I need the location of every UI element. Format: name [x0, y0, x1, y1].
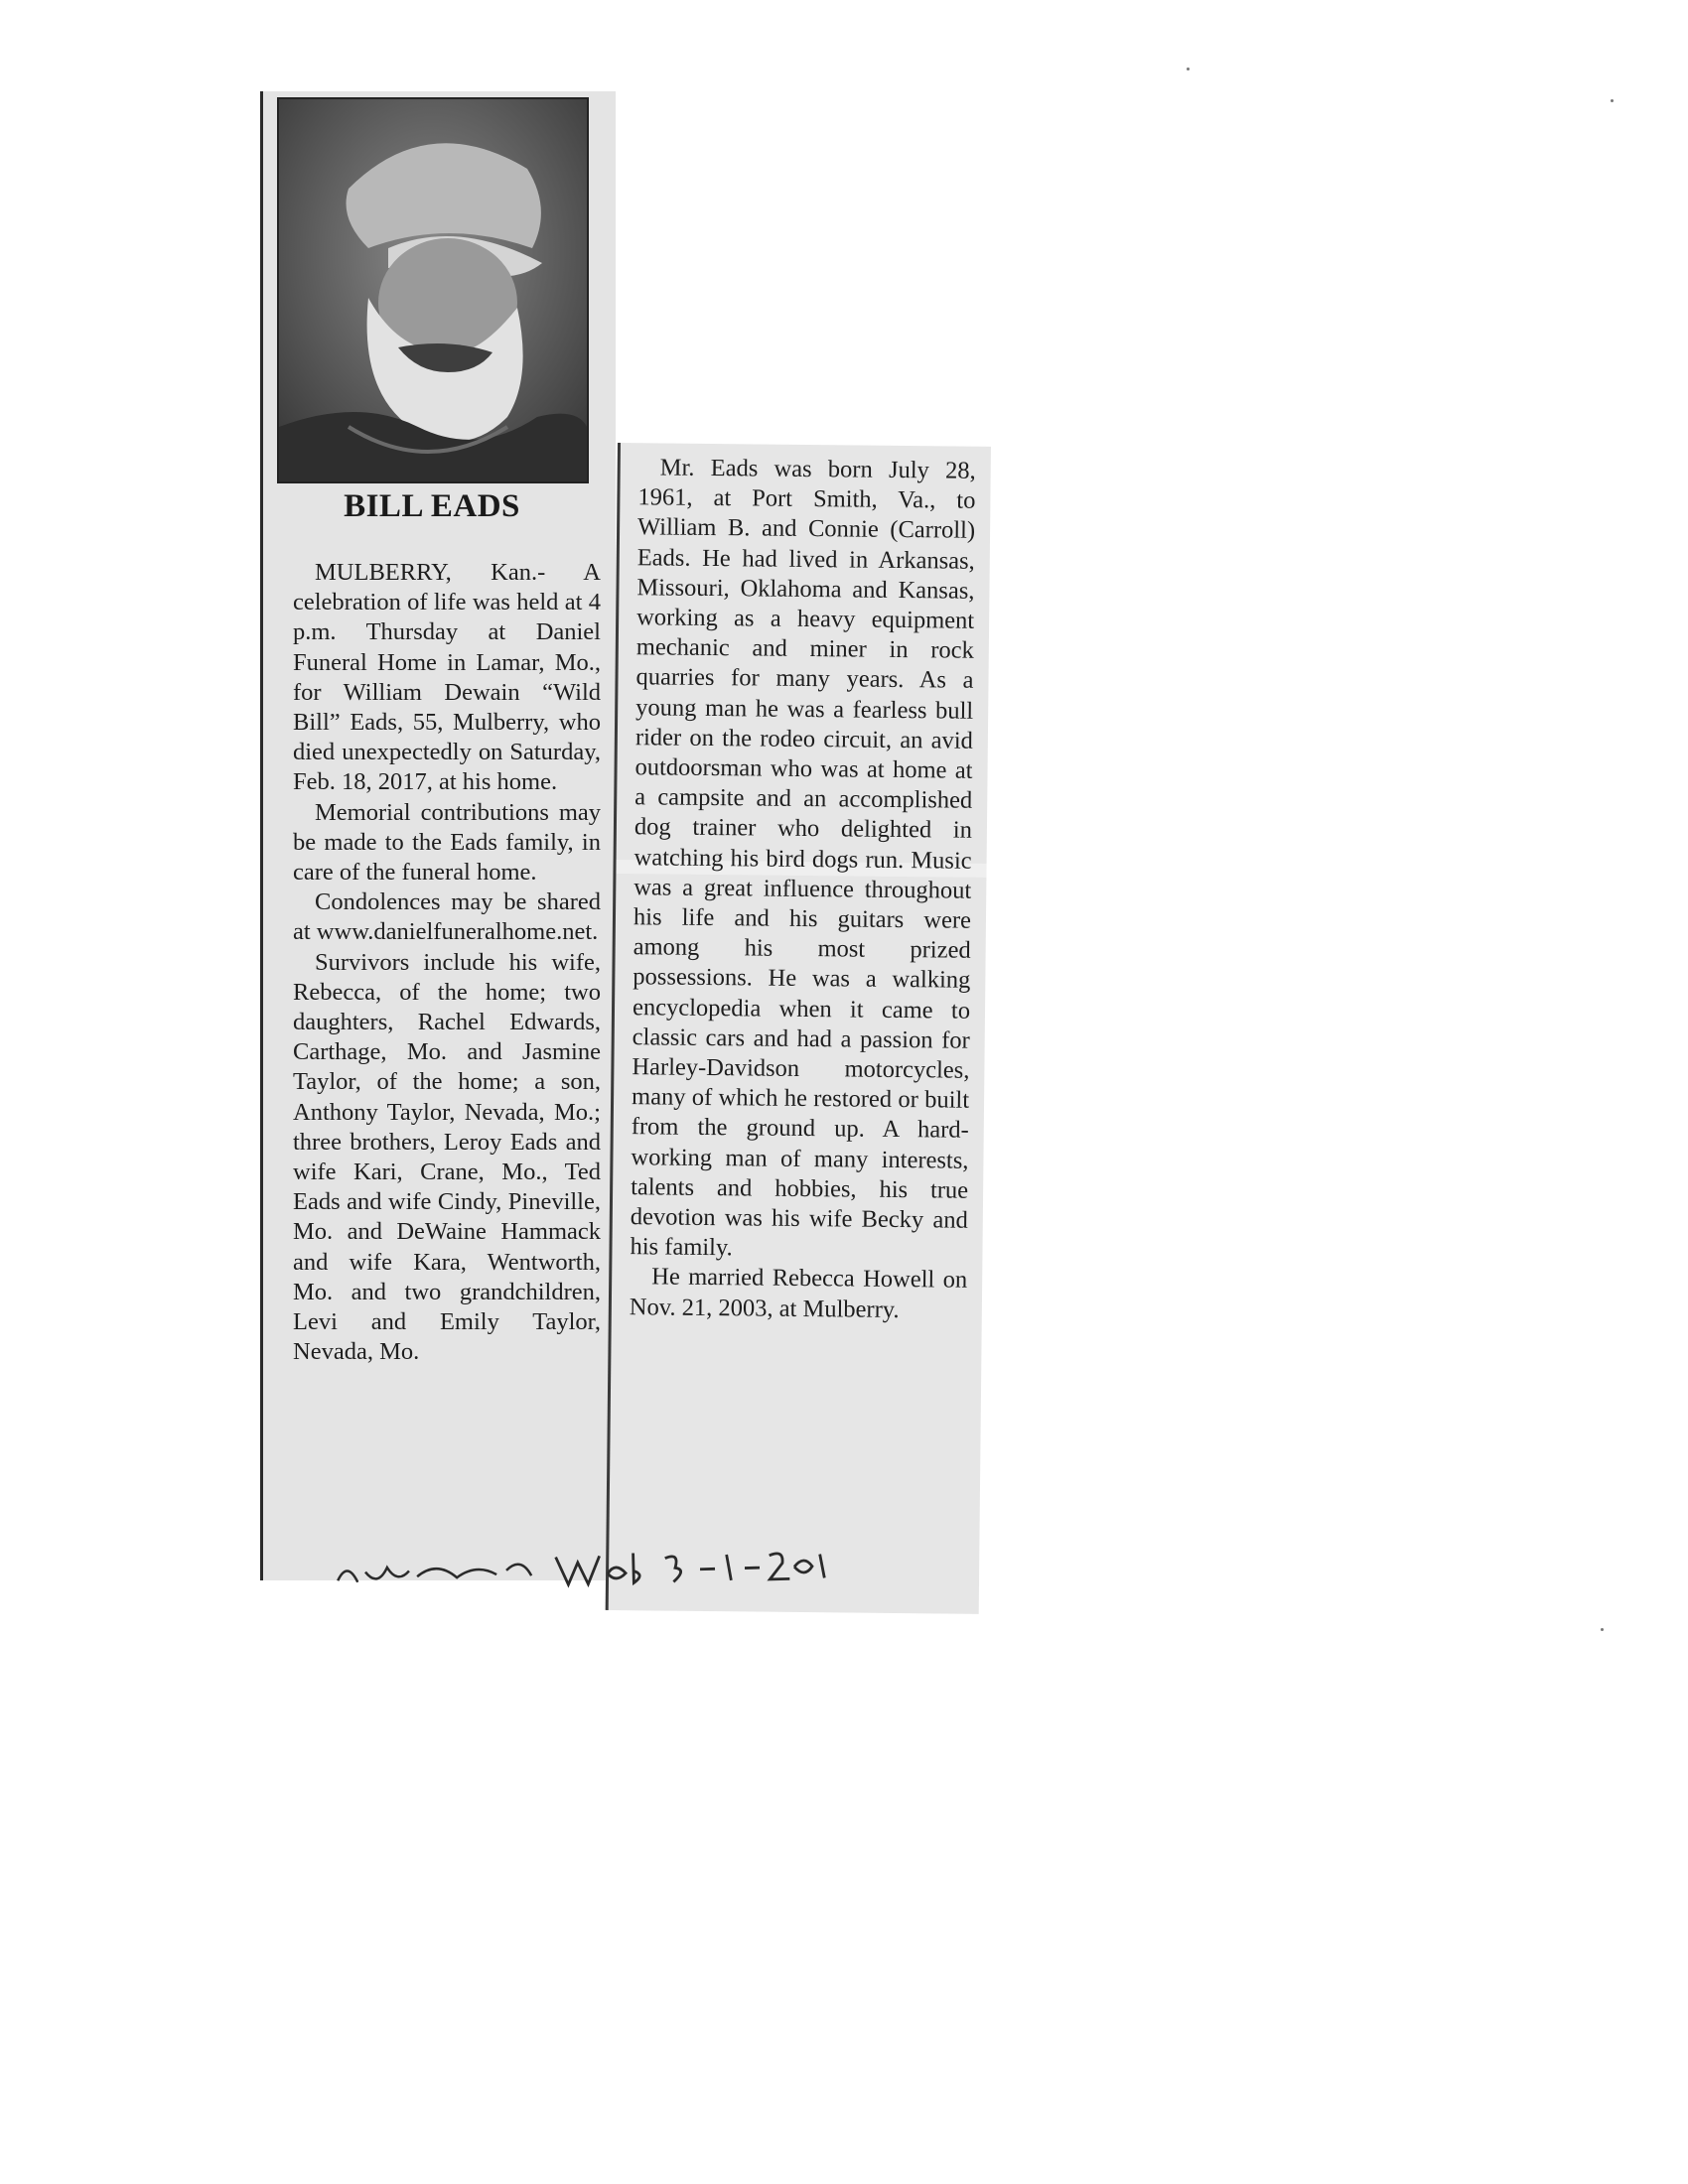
obituary-clipping-right — [606, 443, 991, 1614]
paragraph-survivors: Survivors include his wife, Rebecca, of the home; two daughters, Rachel Edwards, Carthage, Mo. and Jasmine Taylor, of the home; a son, Anthony Taylor, Nevada, Mo.; three brothers, Leroy Eads and wife Kari, Crane, Mo., Ted Eads and wife Cindy, Pineville, Mo. and DeWaine Hammack and wife Kara, Wentworth, Mo. and two grandchildren, Levi and Emily Taylor, Nevada, Mo. — [293, 948, 601, 1366]
portrait-photo — [277, 97, 589, 483]
paragraph-marriage: He married Rebecca Howell on Nov. 21, 2003, at Mulberry. — [629, 1263, 968, 1323]
portrait-image — [279, 99, 587, 481]
scan-speck — [1601, 1628, 1604, 1631]
paragraph-biography: Mr. Eads was born July 28, 1961, at Port Smith, Va., to William B. and Connie (Carroll) Eads. He had lived in Arkansas, Missouri, Oklahoma and Kansas, working as a heavy equipment mechanic and miner in rock quarries for many years. As a young man he was a fearless bull rider on the rodeo circuit, an avid outdoorsman who was at home at a campsite and an accomplished dog trainer who delighted in watching his bird dogs run. Music was a great influence throughout his life and his guitars were among his most prized possessions. He was a walking encyclopedia when it came to classic cars and had a passion for Harley-Davidson motorcycles, many of which he restored or built from the ground up. A hard-working man of many interests, talents and hobbies, his true devotion was his wife Becky and his family. — [630, 454, 976, 1262]
obituary-right-column — [630, 453, 976, 1325]
obituary-name: BILL EADS — [344, 488, 520, 524]
obituary-left-column — [293, 558, 601, 1367]
paragraph-service: MULBERRY, Kan.- A celebration of life was held at 4 p.m. Thursday at Daniel Funeral Home in Lamar, Mo., for William Dewain “Wild Bill” Eads, 55, Mulberry, who died unexpectedly on Saturday, Feb. 18, 2017, at his home. — [293, 559, 601, 796]
scan-speck — [1611, 99, 1614, 102]
scan-speck — [1187, 68, 1190, 70]
paragraph-memorials: Memorial contributions may be made to the Eads family, in care of the funeral home. — [293, 798, 601, 887]
obituary-clipping-left — [260, 91, 616, 1580]
paragraph-condolences: Condolences may be shared at www.danielfuneralhome.net. — [293, 888, 601, 946]
